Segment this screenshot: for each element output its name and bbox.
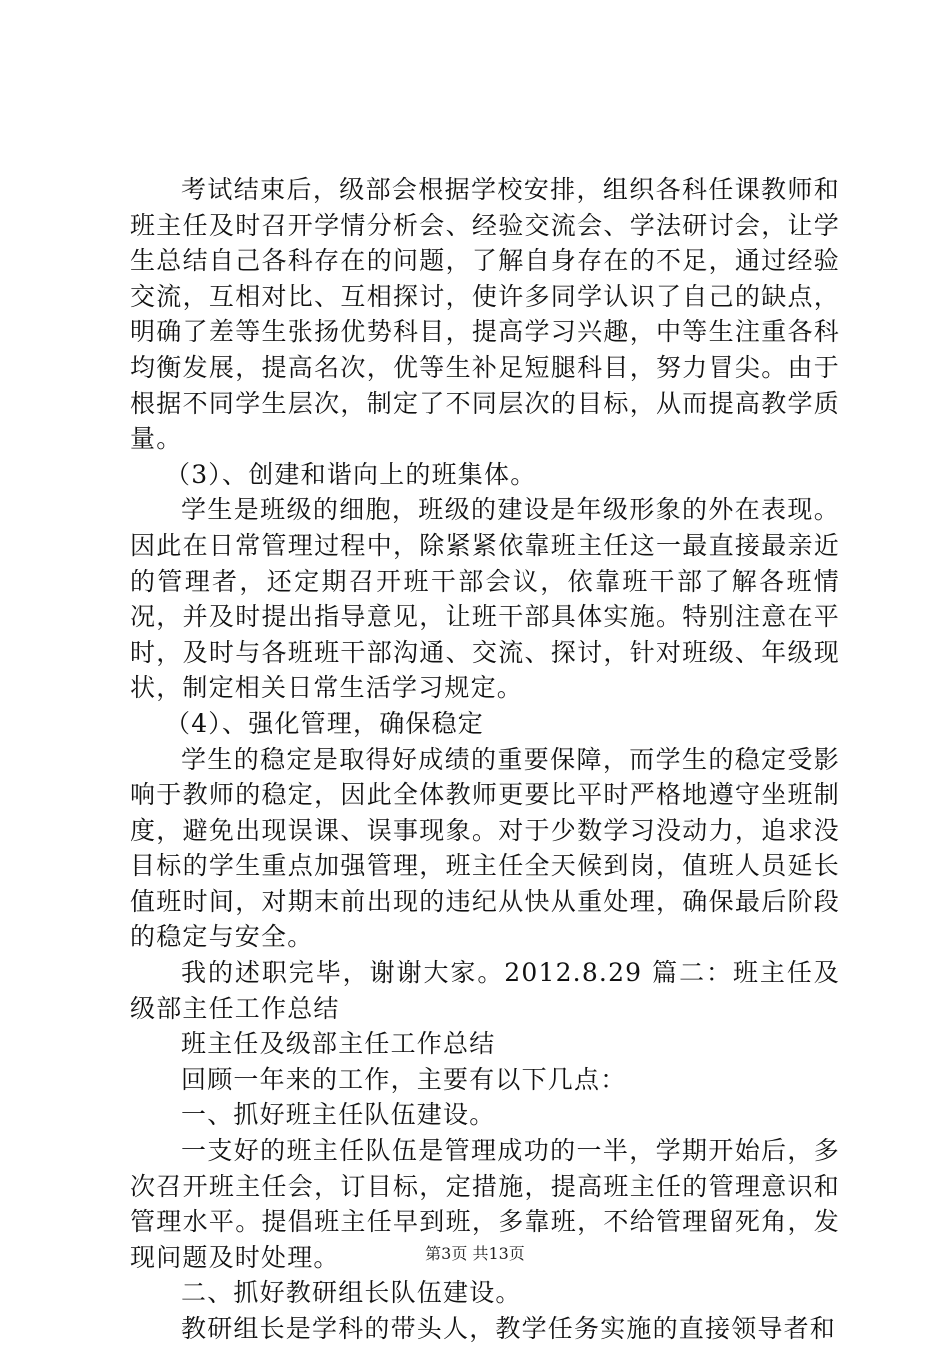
paragraph-review: 回顾一年来的工作，主要有以下几点：: [181, 1064, 627, 1094]
section-heading-one: 一、抓好班主任队伍建设。: [181, 1100, 496, 1130]
section-heading-4: （4）、强化管理，确保稳定: [165, 708, 485, 738]
document-subtitle: 班主任及级部主任工作总结: [181, 1029, 496, 1059]
paragraph-exam-analysis: 考试结束后，级部会根据学校安排，组织各科任课教师和班主任及时召开学情分析会、经验交流会、学法研讨会，让学生总结自己各科存在的问题，了解自身存在的不足，通过经验交流，互相对比、互相探讨，使许多同学认识了自己的缺点，明确了差等生张扬优势科目，提高学习兴趣，中等生注重各科均衡发展，提高名次，优等生补足短腿科目，努力冒尖。由于根据不同学生层次，制定了不同层次的目标，从而提高教学质量。: [130, 175, 840, 454]
paragraph-research-leader: 教研组长是学科的带头人，教学任务实施的直接领导者和: [181, 1314, 837, 1343]
document-body: [130, 172, 840, 1347]
section-heading-3: （3）、创建和谐向上的班集体。: [165, 459, 537, 489]
paragraph-head-teacher-team: 一支好的班主任队伍是管理成功的一半，学期开始后，多次召开班主任会，订目标，定措施，提高班主任的管理意识和管理水平。提倡班主任早到班，多靠班，不给管理留死角，发现问题及时处理。: [130, 1136, 840, 1272]
page-number-footer: 第3页 共13页: [425, 1244, 525, 1263]
paragraph-class-building: 学生是班级的细胞，班级的建设是年级形象的外在表现。因此在日常管理过程中，除紧紧依靠班主任这一最直接最亲近的管理者，还定期召开班干部会议，依靠班干部了解各班情况，并及时提出指导意见，让班干部具体实施。特别注意在平时，及时与各班班干部沟通、交流、探讨，针对班级、年级现状，制定相关日常生活学习规定。: [130, 495, 840, 703]
section-heading-two: 二、抓好教研组长队伍建设。: [181, 1278, 522, 1308]
paragraph-stability: 学生的稳定是取得好成绩的重要保障，而学生的稳定受影响于教师的稳定，因此全体教师更要比平时严格地遵守坐班制度，避免出现误课、误事现象。对于少数学习没动力，追求没目标的学生重点加强管理，班主任全天候到岗，值班人员延长值班时间，对期末前出现的违纪从快从重处理，确保最后阶段的稳定与安全。: [130, 744, 840, 952]
paragraph-closing: 我的述职完毕，谢谢大家。2012.8.29 篇二：班主任及级部主任工作总结: [130, 958, 840, 1023]
